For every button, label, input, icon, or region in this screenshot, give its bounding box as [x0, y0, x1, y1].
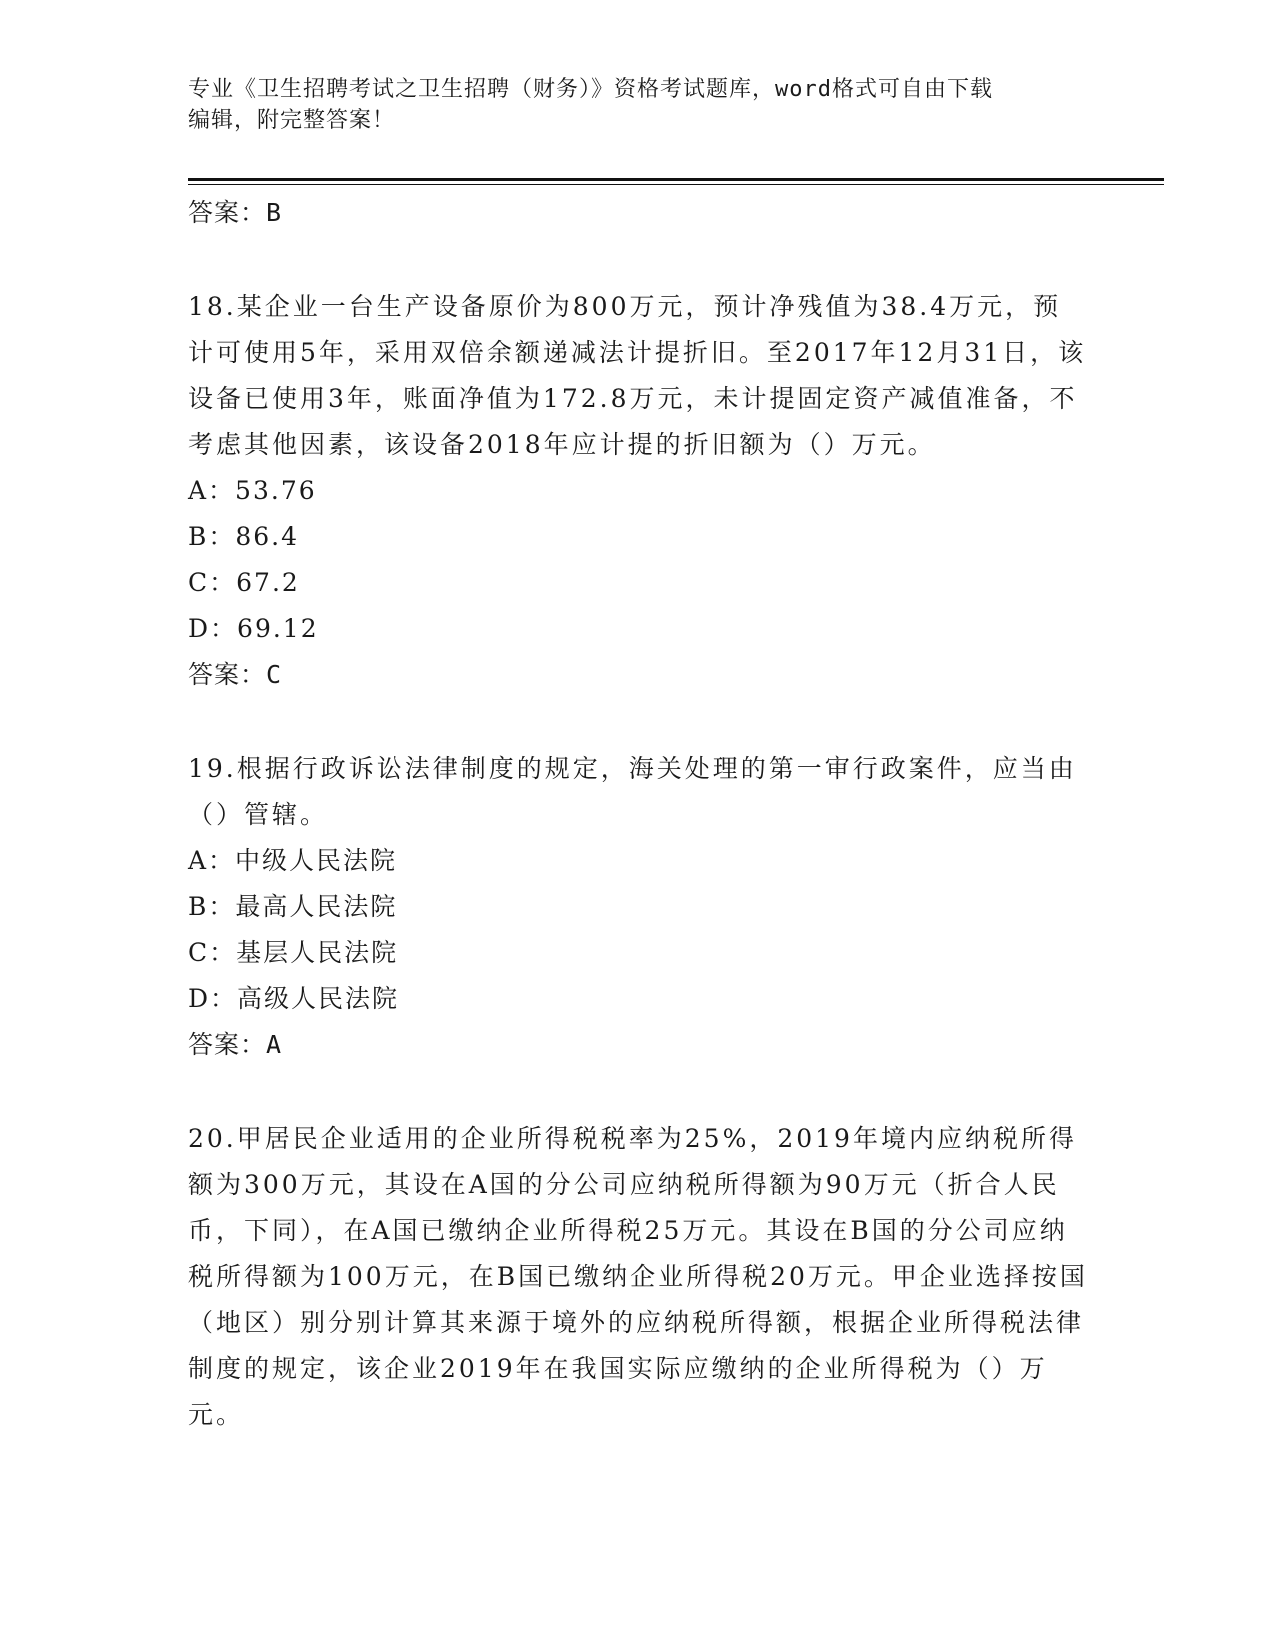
header-divider-thin — [188, 184, 1164, 185]
header-line-2: 编辑，附完整答案！ — [188, 108, 396, 133]
option-d: D：69.12 — [188, 614, 319, 643]
option-b: B：最高人民法院 — [188, 892, 398, 921]
option-a: A：中级人民法院 — [188, 846, 398, 875]
question-text: 19.根据行政诉讼法律制度的规定，海关处理的第一审行政案件，应当由（）管辖。 — [188, 754, 1077, 829]
question-19 — [188, 746, 1088, 1068]
question-18 — [188, 284, 1088, 698]
option-b: B：86.4 — [188, 522, 300, 551]
answer: 答案：A — [188, 1030, 283, 1059]
question-text: 18.某企业一台生产设备原价为800万元，预计净残值为38.4万元，预计可使用5年，采用双倍余额递减法计提折旧。至2017年12月31日，该设备已使用3年，账面净值为172.8万元，未计提固定资产减值准备，不考虑其他因素，该设备2018年应计提的折旧额为（）万元。 — [188, 292, 1087, 459]
answer: 答案：C — [188, 660, 283, 689]
document-body — [188, 190, 1088, 1438]
option-a: A：53.76 — [188, 476, 317, 505]
header-line-1: 专业《卫生招聘考试之卫生招聘（财务）》资格考试题库，word格式可自由下载 — [188, 77, 993, 102]
document-header — [188, 74, 1088, 136]
option-d: D：高级人民法院 — [188, 984, 400, 1013]
question-20 — [188, 1116, 1088, 1438]
header-divider-thick — [188, 178, 1164, 181]
answer-prev: 答案：B — [188, 198, 283, 227]
question-text: 20.甲居民企业适用的企业所得税税率为25%，2019年境内应纳税所得额为300万元，其设在A国的分公司应纳税所得额为90万元（折合人民币，下同），在A国已缴纳企业所得税25万元。其设在B国的分公司应纳税所得额为100万元，在B国已缴纳企业所得税20万元。甲企业选择按国（地区）别分别计算其来源于境外的应纳税所得额，根据企业所得税法律制度的规定，该企业2019年在我国实际应缴纳的企业所得税为（）万元。 — [188, 1124, 1088, 1429]
option-c: C：基层人民法院 — [188, 938, 399, 967]
option-c: C：67.2 — [188, 568, 300, 597]
